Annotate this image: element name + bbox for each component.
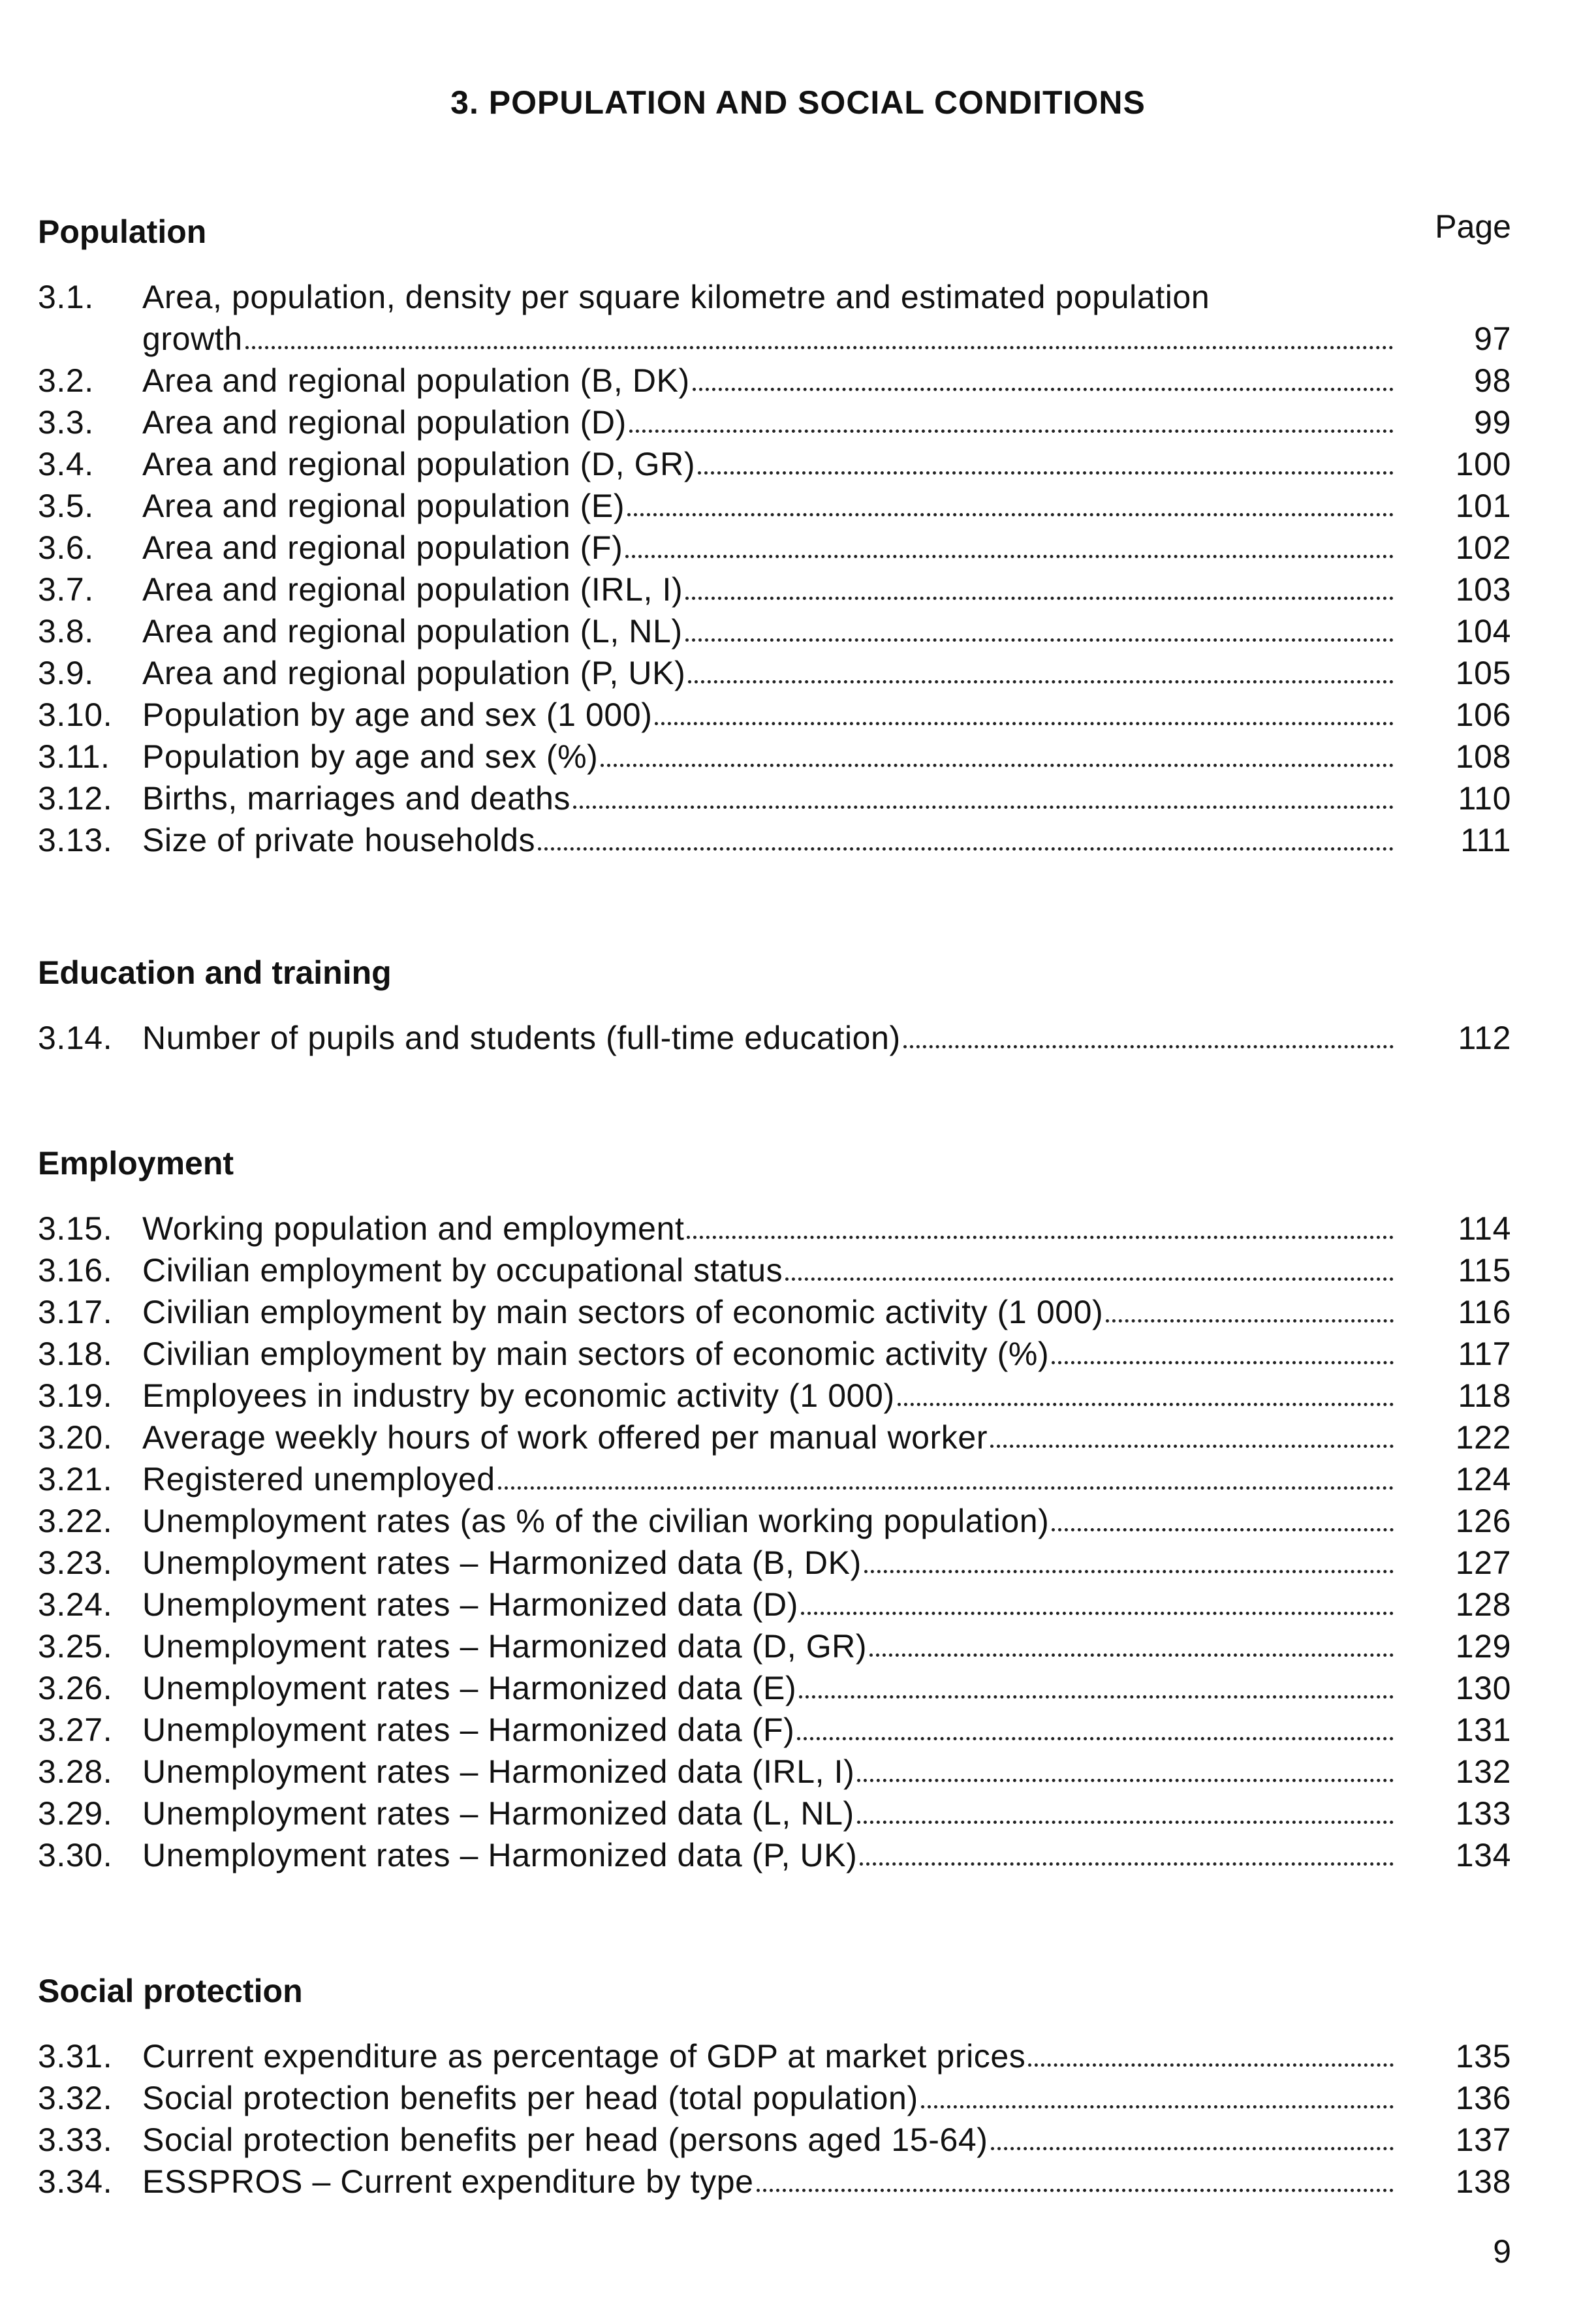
toc-entry xyxy=(38,1208,1511,1249)
entry-number: 3.25. xyxy=(38,1628,113,1665)
entry-number: 3.28. xyxy=(38,1753,113,1790)
entry-title: Civilian employment by main sectors of economic activity (1 000) xyxy=(142,1294,1104,1330)
toc-entry xyxy=(38,652,1511,694)
entry-number: 3.17. xyxy=(38,1294,113,1330)
entry-number: 3.27. xyxy=(38,1712,113,1748)
entry-title: ESSPROS – Current expenditure by type xyxy=(142,2163,754,2200)
dot-leader xyxy=(688,680,1394,683)
toc-entry xyxy=(38,2077,1511,2119)
entry-number: 3.12. xyxy=(38,780,113,817)
section-education xyxy=(38,947,1511,1059)
toc-entry xyxy=(38,1458,1511,1500)
entry-number: 3.34. xyxy=(38,2163,113,2200)
entry-title: Area and regional population (P, UK) xyxy=(142,655,686,691)
entry-title: Area and regional population (D) xyxy=(142,404,627,441)
dot-leader xyxy=(245,346,1394,349)
entry-page: 108 xyxy=(1455,738,1511,775)
toc-entry xyxy=(38,1375,1511,1417)
entry-page: 126 xyxy=(1455,1503,1511,1539)
entry-page: 111 xyxy=(1460,822,1511,858)
entry-page: 116 xyxy=(1458,1294,1511,1330)
entry-page: 118 xyxy=(1458,1377,1511,1414)
toc-entry xyxy=(38,276,1511,360)
entry-title: Number of pupils and students (full-time education) xyxy=(142,1020,901,1056)
entry-page: 110 xyxy=(1458,780,1511,817)
dot-leader xyxy=(693,388,1394,391)
toc-entry xyxy=(38,1709,1511,1751)
entry-number: 3.1. xyxy=(38,279,94,315)
dot-leader xyxy=(921,2105,1394,2108)
dot-leader xyxy=(698,471,1394,475)
dot-leader xyxy=(685,597,1394,600)
entry-number: 3.21. xyxy=(38,1461,113,1497)
section-heading: Employment xyxy=(38,1145,234,1182)
entry-page: 102 xyxy=(1455,529,1511,566)
entry-title: Area and regional population (IRL, I) xyxy=(142,571,683,608)
dot-leader xyxy=(799,1695,1394,1699)
toc-list xyxy=(38,1017,1511,1059)
entry-number: 3.3. xyxy=(38,404,94,441)
entry-page: 115 xyxy=(1458,1252,1511,1289)
toc-entry xyxy=(38,736,1511,777)
dot-leader xyxy=(857,1821,1394,1824)
toc-entry xyxy=(38,1751,1511,1793)
dot-leader xyxy=(1028,2063,1394,2067)
toc-entry xyxy=(38,1667,1511,1709)
entry-title: Size of private households xyxy=(142,822,536,858)
dot-leader xyxy=(627,513,1394,516)
entry-title: growth xyxy=(142,321,243,357)
entry-page: 105 xyxy=(1455,655,1511,691)
toc-entry xyxy=(38,1834,1511,1876)
entry-page: 124 xyxy=(1455,1461,1511,1497)
dot-leader xyxy=(629,430,1394,433)
toc-entry xyxy=(38,1291,1511,1333)
toc-entry xyxy=(38,360,1511,401)
entry-number: 3.30. xyxy=(38,1837,113,1873)
toc-entry xyxy=(38,1017,1511,1059)
section-heading: Social protection xyxy=(38,1973,303,2009)
section-population xyxy=(38,206,1511,861)
entry-number: 3.20. xyxy=(38,1419,113,1456)
entry-title: Social protection benefits per head (total population) xyxy=(142,2080,918,2116)
entry-page: 132 xyxy=(1455,1753,1511,1790)
entry-title: Civilian employment by occupational status xyxy=(142,1252,783,1289)
dot-leader xyxy=(864,1570,1394,1573)
section-heading: Education and training xyxy=(38,954,392,991)
entry-number: 3.5. xyxy=(38,488,94,524)
section-employment xyxy=(38,1137,1511,1876)
entry-title: Unemployment rates – Harmonized data (D, GR) xyxy=(142,1628,868,1665)
dot-leader xyxy=(903,1045,1394,1048)
entry-title: Unemployment rates – Harmonized data (D) xyxy=(142,1586,798,1623)
dot-leader xyxy=(757,2189,1394,2192)
toc-entry xyxy=(38,1625,1511,1667)
toc-entry xyxy=(38,569,1511,610)
toc-list xyxy=(38,2035,1511,2202)
dot-leader xyxy=(797,1737,1394,1740)
entry-page: 100 xyxy=(1455,446,1511,482)
toc-entry xyxy=(38,694,1511,736)
entry-number: 3.15. xyxy=(38,1210,113,1247)
dot-leader xyxy=(1106,1319,1394,1323)
dot-leader xyxy=(601,764,1394,767)
entry-number: 3.8. xyxy=(38,613,94,650)
dot-leader xyxy=(538,847,1394,851)
toc-entry xyxy=(38,1793,1511,1834)
entry-title: Social protection benefits per head (persons aged 15-64) xyxy=(142,2122,988,2158)
entry-title: Births, marriages and deaths xyxy=(142,780,571,817)
entry-title: Area and regional population (E) xyxy=(142,488,625,524)
entry-page: 117 xyxy=(1458,1336,1511,1372)
toc-entry xyxy=(38,1333,1511,1375)
entry-page: 104 xyxy=(1455,613,1511,650)
entry-title: Unemployment rates – Harmonized data (L, NL) xyxy=(142,1795,854,1832)
toc-entry xyxy=(38,2119,1511,2161)
entry-page: 129 xyxy=(1455,1628,1511,1665)
entry-title: Unemployment rates (as % of the civilian working population) xyxy=(142,1503,1050,1539)
toc-entry xyxy=(38,1500,1511,1542)
toc-entry xyxy=(38,1542,1511,1584)
entry-number: 3.9. xyxy=(38,655,94,691)
entry-number: 3.31. xyxy=(38,2038,113,2075)
entry-title: Unemployment rates – Harmonized data (IRL, I) xyxy=(142,1753,855,1790)
entry-title: Unemployment rates – Harmonized data (E) xyxy=(142,1670,797,1706)
dot-leader xyxy=(857,1779,1394,1782)
toc-entry xyxy=(38,610,1511,652)
toc-list xyxy=(38,1208,1511,1876)
entry-title: Employees in industry by economic activity (1 000) xyxy=(142,1377,895,1414)
entry-number: 3.4. xyxy=(38,446,94,482)
entry-number: 3.11. xyxy=(38,738,110,775)
toc-entry xyxy=(38,777,1511,819)
toc-entry xyxy=(38,819,1511,861)
entry-number: 3.2. xyxy=(38,362,94,399)
entry-number: 3.18. xyxy=(38,1336,113,1372)
dot-leader xyxy=(785,1277,1394,1281)
entry-page: 127 xyxy=(1455,1544,1511,1581)
entry-title: Area and regional population (B, DK) xyxy=(142,362,690,399)
entry-page: 133 xyxy=(1455,1795,1511,1832)
entry-number: 3.14. xyxy=(38,1020,113,1056)
entry-title: Area and regional population (L, NL) xyxy=(142,613,683,650)
dot-leader xyxy=(655,722,1394,725)
entry-title: Unemployment rates – Harmonized data (F) xyxy=(142,1712,795,1748)
entry-page: 99 xyxy=(1474,404,1511,441)
dot-leader xyxy=(991,2147,1394,2150)
toc-entry xyxy=(38,443,1511,485)
dot-leader xyxy=(801,1612,1394,1615)
toc-entry xyxy=(38,527,1511,569)
section-heading: Population xyxy=(38,213,207,250)
dot-leader xyxy=(625,555,1394,558)
entry-page: 138 xyxy=(1455,2163,1511,2200)
entry-number: 3.13. xyxy=(38,822,113,858)
toc-entry xyxy=(38,1417,1511,1458)
entry-page: 114 xyxy=(1458,1210,1511,1247)
entry-number: 3.22. xyxy=(38,1503,113,1539)
toc-entry xyxy=(38,2161,1511,2202)
dot-leader xyxy=(860,1862,1394,1866)
entry-page: 130 xyxy=(1455,1670,1511,1706)
toc-entry xyxy=(38,1584,1511,1625)
entry-number: 3.16. xyxy=(38,1252,113,1289)
entry-page: 131 xyxy=(1455,1712,1511,1748)
entry-page: 136 xyxy=(1455,2080,1511,2116)
entry-title: Registered unemployed xyxy=(142,1461,495,1497)
entry-number: 3.24. xyxy=(38,1586,113,1623)
entry-title: Current expenditure as percentage of GDP at market prices xyxy=(142,2038,1026,2075)
entry-title-line1: Area, population, density per square kilometre and estimated population xyxy=(142,279,1210,315)
entry-page: 122 xyxy=(1455,1419,1511,1456)
entry-title: Working population and employment xyxy=(142,1210,685,1247)
dot-leader xyxy=(498,1486,1394,1490)
section-social-protection xyxy=(38,1965,1511,2202)
entry-title: Population by age and sex (1 000) xyxy=(142,697,653,733)
dot-leader xyxy=(1052,1361,1394,1364)
entry-title: Population by age and sex (%) xyxy=(142,738,599,775)
page-number: 9 xyxy=(1493,2233,1511,2270)
dot-leader xyxy=(573,806,1394,809)
entry-title: Civilian employment by main sectors of economic activity (%) xyxy=(142,1336,1050,1372)
entry-number: 3.7. xyxy=(38,571,94,608)
entry-number: 3.33. xyxy=(38,2122,113,2158)
entry-number: 3.26. xyxy=(38,1670,113,1706)
entry-number: 3.32. xyxy=(38,2080,113,2116)
dot-leader xyxy=(1052,1528,1394,1531)
entry-title: Unemployment rates – Harmonized data (P, UK) xyxy=(142,1837,858,1873)
dot-leader xyxy=(990,1445,1394,1448)
toc-entry xyxy=(38,401,1511,443)
toc-entry xyxy=(38,1249,1511,1291)
dot-leader xyxy=(685,638,1394,642)
entry-number: 3.19. xyxy=(38,1377,113,1414)
entry-title: Area and regional population (F) xyxy=(142,529,623,566)
page-title: 3. POPULATION AND SOCIAL CONDITIONS xyxy=(450,84,1146,121)
entry-page: 112 xyxy=(1458,1020,1511,1056)
entry-page: 137 xyxy=(1455,2122,1511,2158)
entry-page: 98 xyxy=(1474,362,1511,399)
entry-number: 3.23. xyxy=(38,1544,113,1581)
entry-title: Unemployment rates – Harmonized data (B, DK) xyxy=(142,1544,862,1581)
entry-number: 3.29. xyxy=(38,1795,113,1832)
entry-page: 134 xyxy=(1455,1837,1511,1873)
entry-page: 97 xyxy=(1474,321,1511,357)
entry-page: 128 xyxy=(1455,1586,1511,1623)
dot-leader xyxy=(869,1653,1394,1657)
dot-leader xyxy=(687,1236,1394,1239)
toc-list xyxy=(38,276,1511,861)
entry-number: 3.10. xyxy=(38,697,113,733)
entry-title: Average weekly hours of work offered per manual worker xyxy=(142,1419,988,1456)
entry-page: 103 xyxy=(1455,571,1511,608)
toc-entry xyxy=(38,485,1511,527)
entry-page: 101 xyxy=(1455,488,1511,524)
entry-page: 135 xyxy=(1455,2038,1511,2075)
dot-leader xyxy=(898,1403,1394,1406)
entry-title: Area and regional population (D, GR) xyxy=(142,446,696,482)
page-column-label: Page xyxy=(1435,208,1511,245)
entry-number: 3.6. xyxy=(38,529,94,566)
toc-entry xyxy=(38,2035,1511,2077)
entry-page: 106 xyxy=(1455,697,1511,733)
